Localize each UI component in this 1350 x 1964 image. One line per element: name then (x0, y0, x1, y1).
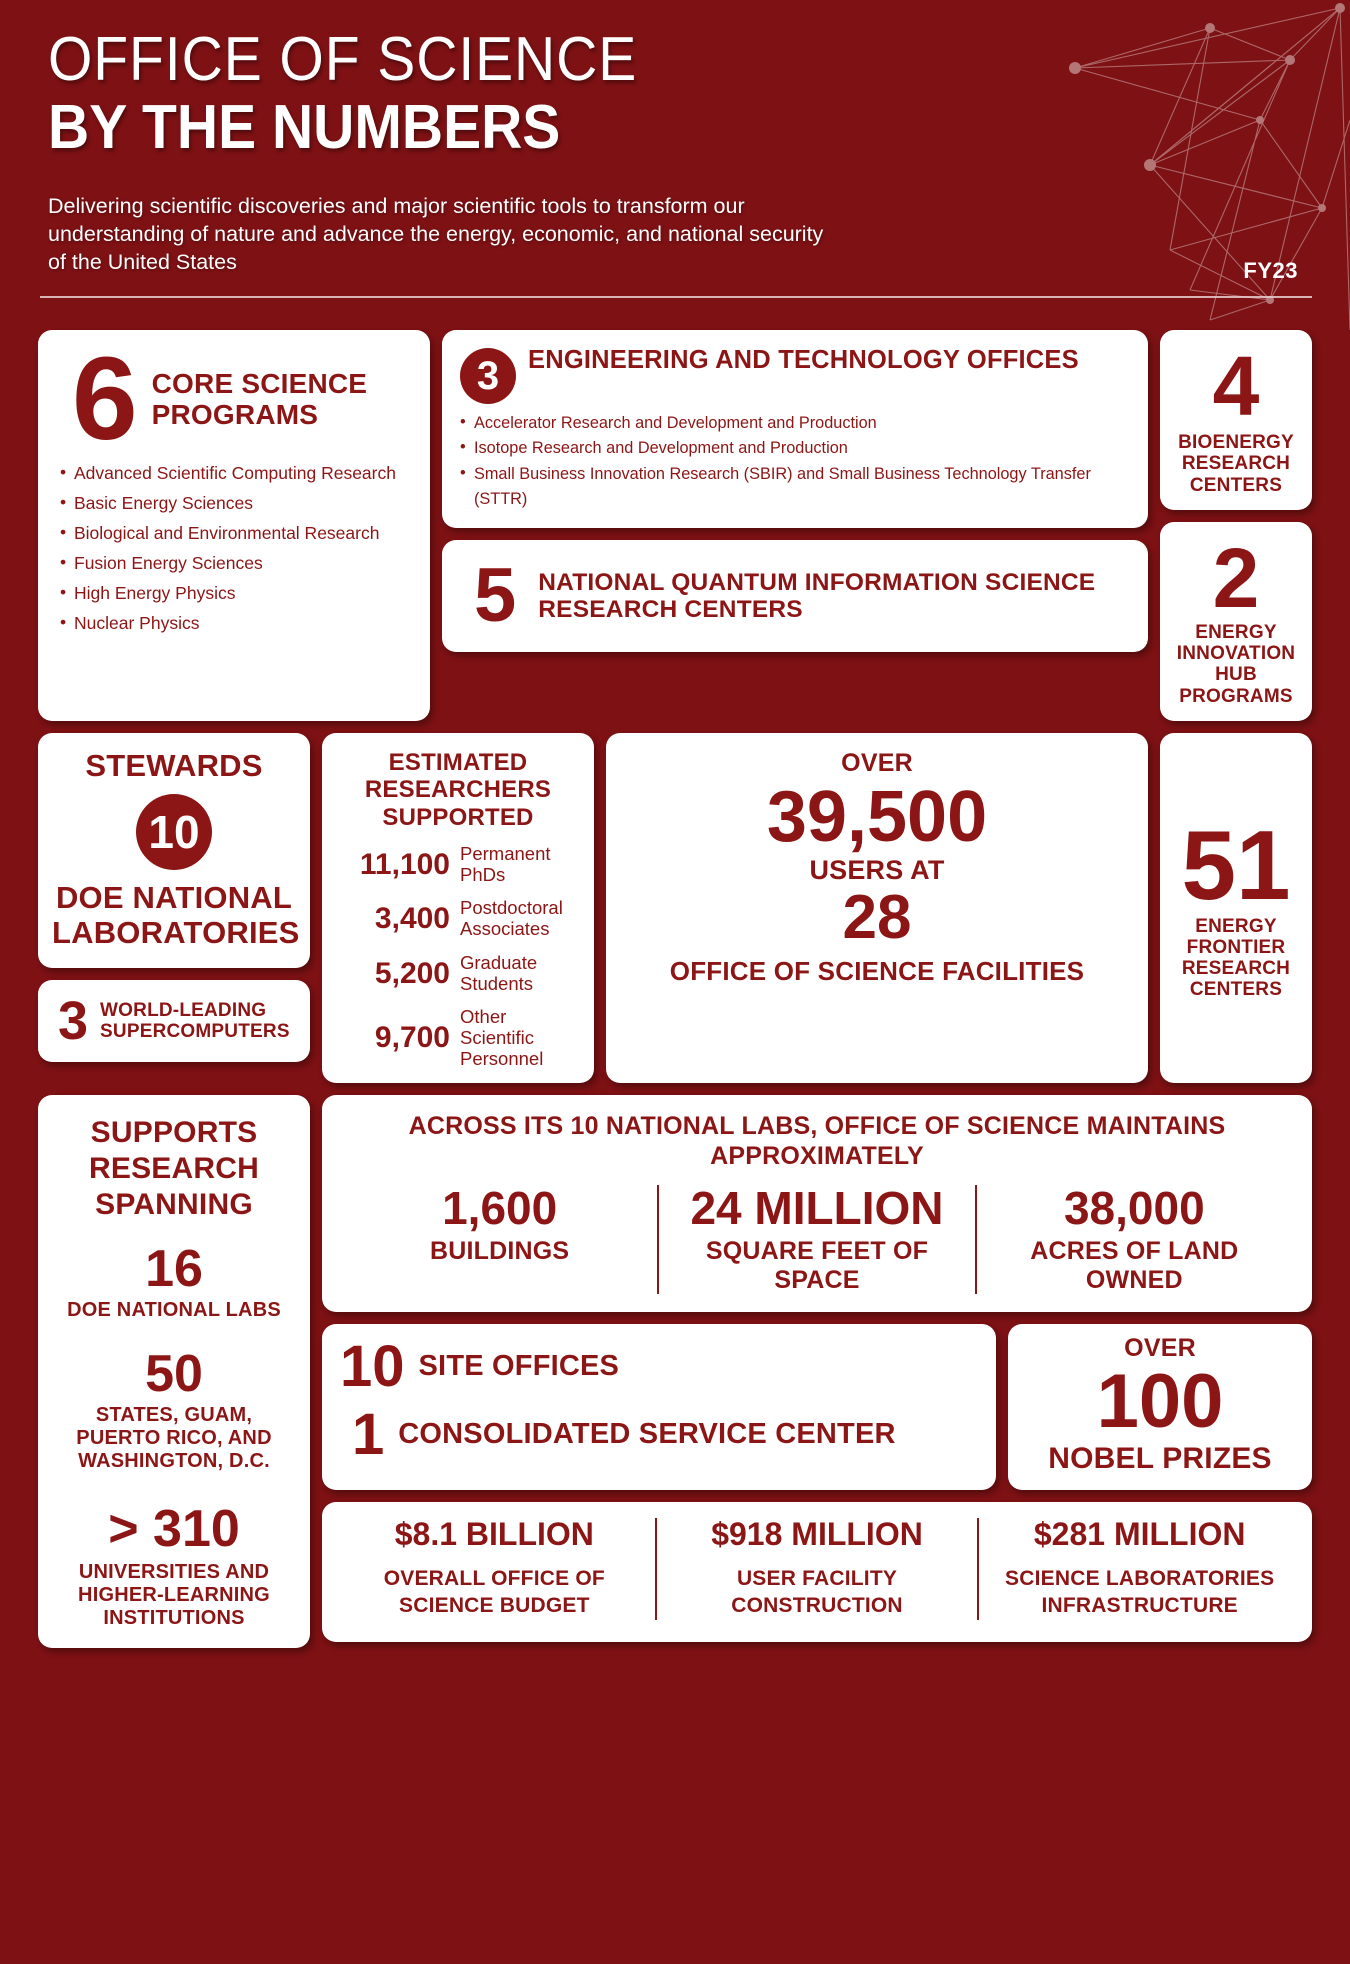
stewards-top-label: STEWARDS (85, 747, 263, 783)
quantum-centers-label: NATIONAL QUANTUM INFORMATION SCIENCE RESEARCH CENTERS (538, 568, 1096, 623)
researcher-value: 5,200 (374, 956, 450, 990)
card-supercomputers (38, 980, 310, 1062)
researcher-value: 9,700 (374, 1021, 450, 1055)
card-energy-innovation-hubs (1160, 522, 1312, 721)
budget-value: $918 MILLION (711, 1516, 923, 1552)
spanning-states-label: STATES, GUAM, PUERTO RICO, AND WASHINGTON, D.C. (76, 1404, 272, 1473)
list-item: • Small Business Innovation Research (SBIR) and Small Business Technology Transfer (STTR) (460, 462, 1130, 513)
energy-hub-label: ENERGY INNOVATION HUB PROGRAMS (1176, 621, 1296, 707)
footprint-label: ACRES OF LAND OWNED (1030, 1237, 1239, 1294)
core-programs-label: CORE SCIENCE PROGRAMS (151, 368, 368, 431)
supercomputers-label: WORLD-LEADING SUPERCOMPUTERS (100, 999, 290, 1043)
card-estimated-researchers (322, 733, 594, 1084)
researcher-row (338, 953, 578, 994)
list-item: • Fusion Energy Sciences (60, 548, 408, 578)
stewards-number-badge: 10 (136, 794, 212, 870)
row-top (38, 330, 1312, 721)
budget-cell (655, 1518, 978, 1620)
engineering-number-badge: 3 (460, 348, 516, 404)
card-bioenergy-research-centers (1160, 330, 1312, 510)
supercomputers-number: 3 (58, 991, 89, 1052)
spanning-universities-number: > 310 (108, 1500, 240, 1559)
footprint-value: 24 MILLION (690, 1182, 944, 1235)
site-offices-number: 10 (340, 1334, 405, 1400)
spanning-heading: SUPPORTS RESEARCH SPANNING (89, 1116, 259, 1222)
quantum-centers-number: 5 (474, 553, 517, 638)
researcher-label: Postdoctoral Associates (460, 897, 563, 940)
budget-label: USER FACILITY CONSTRUCTION (731, 1567, 903, 1617)
budget-cells (334, 1518, 1300, 1620)
bioenergy-number: 4 (1212, 339, 1260, 433)
card-supports-research-spanning (38, 1095, 310, 1648)
stats-grid (0, 330, 1350, 1676)
engineering-offices-list (460, 411, 1130, 512)
spanning-universities-label: UNIVERSITIES AND HIGHER-LEARNING INSTITUTIONS (78, 1561, 270, 1630)
row-bottom (38, 1095, 1312, 1648)
energy-hub-number: 2 (1212, 530, 1260, 625)
efrc-label: ENERGY FRONTIER RESEARCH CENTERS (1181, 915, 1291, 1001)
list-item: • Nuclear Physics (60, 608, 408, 638)
service-center-label: CONSOLIDATED SERVICE CENTER (398, 1418, 896, 1451)
researcher-label: Other Scientific Personnel (460, 1006, 544, 1069)
footprint-label: SQUARE FEET OF SPACE (705, 1237, 929, 1294)
budget-label: OVERALL OFFICE OF SCIENCE BUDGET (383, 1567, 605, 1617)
budget-label: SCIENCE LABORATORIES INFRASTRUCTURE (1005, 1567, 1275, 1617)
page-subtitle: Delivering scientific discoveries and major scientific tools to transform our understanding of nature and advance the energy, economic, and national security of the United States (48, 194, 824, 274)
budget-cell (334, 1518, 655, 1620)
core-programs-number: 6 (72, 333, 138, 465)
column-right-top (1160, 330, 1312, 721)
card-facility-users (606, 733, 1148, 1084)
footprint-value: 1,600 (442, 1182, 558, 1235)
list-item: • Isotope Research and Development and Production (460, 436, 1130, 461)
footprint-cell (657, 1182, 974, 1294)
footprint-cells (342, 1182, 1292, 1294)
researcher-label: Graduate Students (460, 951, 538, 994)
facilities-number: 28 (842, 883, 912, 953)
list-item: • Advanced Scientific Computing Research (60, 458, 408, 488)
card-stewards-national-labs (38, 733, 310, 968)
nobel-number: 100 (1096, 1359, 1224, 1445)
row-middle (38, 733, 1312, 1084)
nobel-over-label: OVER (1124, 1334, 1196, 1363)
service-center-number: 1 (352, 1402, 385, 1468)
budget-value: $281 MILLION (1033, 1516, 1246, 1552)
spanning-states-number: 50 (145, 1345, 203, 1404)
header (0, 0, 1350, 330)
header-divider (40, 296, 1312, 298)
researcher-value: 3,400 (374, 902, 450, 936)
researcher-value: 11,100 (359, 847, 450, 881)
facilities-label: OFFICE OF SCIENCE FACILITIES (669, 956, 1085, 987)
list-item: • Accelerator Research and Development and Production (460, 411, 1130, 436)
footprint-label: BUILDINGS (430, 1237, 570, 1266)
column-stewards (38, 733, 310, 1084)
page-title-line1: OFFICE OF SCIENCE (48, 25, 638, 94)
bioenergy-label: BIOENERGY RESEARCH CENTERS (1178, 432, 1294, 496)
budget-value: $8.1 BILLION (394, 1516, 594, 1552)
core-programs-list (60, 458, 408, 639)
researcher-label: Permanent PhDs (460, 842, 551, 885)
efrc-number: 51 (1181, 809, 1291, 920)
budget-cell (977, 1518, 1300, 1620)
card-national-labs-footprint (322, 1095, 1312, 1312)
spanning-labs-number: 16 (145, 1240, 203, 1299)
footprint-cell (975, 1182, 1292, 1294)
core-header (60, 333, 408, 465)
users-over-label: OVER (841, 748, 913, 777)
card-site-offices (322, 1324, 996, 1490)
card-budget (322, 1502, 1312, 1642)
researcher-row (338, 898, 578, 939)
footprint-value: 38,000 (1063, 1182, 1205, 1235)
researcher-row (338, 1007, 578, 1069)
card-core-science-programs (38, 330, 430, 721)
users-at-label: USERS AT (809, 854, 945, 885)
column-bottom-right (322, 1095, 1312, 1648)
stewards-bottom-label: DOE NATIONAL LABORATORIES (52, 879, 300, 950)
row-site-nobel (322, 1324, 1312, 1490)
list-item: • Basic Energy Sciences (60, 488, 408, 518)
engineering-header (460, 346, 1130, 404)
list-item: • Biological and Environmental Research (60, 518, 408, 548)
engineering-label: ENGINEERING AND TECHNOLOGY OFFICES (528, 346, 1079, 374)
card-engineering-technology-offices (442, 330, 1148, 528)
service-center-row (340, 1402, 978, 1468)
card-energy-frontier-centers (1160, 733, 1312, 1084)
footprint-heading: ACROSS ITS 10 NATIONAL LABS, OFFICE OF SCIENCE MAINTAINS APPROXIMATELY (408, 1112, 1226, 1171)
nobel-label: NOBEL PRIZES (1048, 1442, 1272, 1476)
site-offices-row (340, 1334, 978, 1400)
spanning-labs-label: DOE NATIONAL LABS (67, 1299, 281, 1322)
footprint-cell (342, 1182, 657, 1294)
card-quantum-research-centers (442, 540, 1148, 652)
column-middle-top (442, 330, 1148, 721)
researcher-row (338, 844, 578, 885)
card-nobel-prizes (1008, 1324, 1312, 1490)
fiscal-year-badge: FY23 (1243, 258, 1298, 283)
page-title-line2: BY THE NUMBERS (48, 93, 561, 162)
researchers-heading: ESTIMATED RESEARCHERS SUPPORTED (364, 748, 552, 831)
users-number: 39,500 (766, 776, 988, 857)
list-item: • High Energy Physics (60, 578, 408, 608)
site-offices-label: SITE OFFICES (418, 1350, 620, 1383)
